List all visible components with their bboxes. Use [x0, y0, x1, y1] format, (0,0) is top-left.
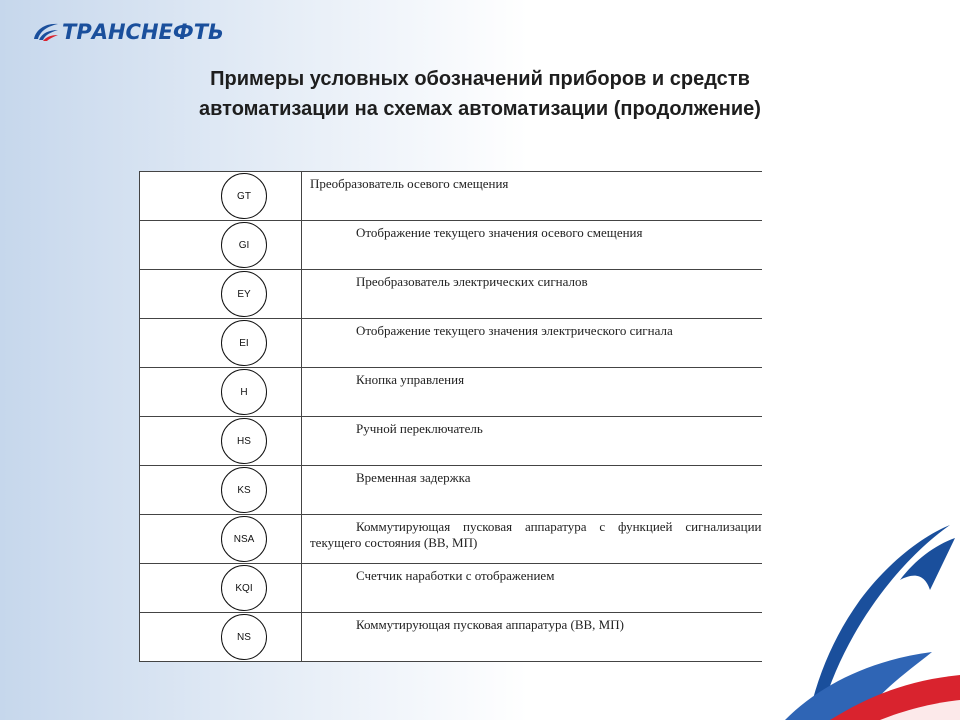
slide-title-line-2: автоматизации на схемах автоматизации (продолжение) [199, 98, 761, 120]
description-cell [302, 319, 762, 368]
symbol-cell [140, 172, 302, 221]
instrument-symbol: HS [221, 418, 267, 464]
instrument-symbol: GI [221, 222, 267, 268]
description-text: Счетчик наработки с отображением [356, 568, 555, 583]
table-row [140, 515, 762, 564]
brand-logo [30, 20, 224, 44]
description-cell [302, 172, 762, 221]
description-cell [302, 417, 762, 466]
table-row [140, 221, 762, 270]
symbol-cell [140, 270, 302, 319]
instrument-symbol: EY [221, 271, 267, 317]
symbol-cell [140, 466, 302, 515]
transneft-emblem-icon [30, 21, 60, 43]
table-row [140, 319, 762, 368]
instrument-symbol: GT [221, 173, 267, 219]
description-cell [302, 515, 762, 564]
description-text: Ручной переключатель [356, 421, 483, 436]
table-row [140, 564, 762, 613]
symbols-table [139, 171, 762, 662]
description-cell [302, 368, 762, 417]
symbol-cell [140, 368, 302, 417]
table-row [140, 466, 762, 515]
brand-name: ТРАНСНЕФТЬ [62, 20, 225, 44]
table-row [140, 613, 762, 662]
description-cell [302, 613, 762, 662]
description-text: Отображение текущего значения осевого смещения [356, 225, 643, 240]
slide-title [80, 64, 880, 124]
description-text: Временная задержка [356, 470, 471, 485]
description-text: Кнопка управления [356, 372, 465, 387]
description-text: Преобразователь осевого смещения [310, 176, 509, 191]
table-row [140, 172, 762, 221]
description-text: Коммутирующая пусковая аппаратура с функцией сигнализации текущего состояния (ВВ, МП) [310, 519, 762, 550]
symbols-table-body [140, 172, 762, 662]
description-cell [302, 270, 762, 319]
symbol-cell [140, 221, 302, 270]
instrument-symbol: KQI [221, 565, 267, 611]
description-text: Коммутирующая пусковая аппаратура (ВВ, МП) [356, 617, 624, 632]
description-text: Отображение текущего значения электрического сигнала [356, 323, 673, 338]
symbol-cell [140, 564, 302, 613]
slide-title-line-1: Примеры условных обозначений приборов и средств [210, 68, 750, 90]
brand-swoosh-graphic [750, 520, 960, 720]
symbol-cell [140, 515, 302, 564]
table-row [140, 270, 762, 319]
symbol-cell [140, 319, 302, 368]
instrument-symbol: NS [221, 614, 267, 660]
symbol-cell [140, 613, 302, 662]
instrument-symbol: KS [221, 467, 267, 513]
description-cell [302, 564, 762, 613]
symbol-cell [140, 417, 302, 466]
description-cell [302, 221, 762, 270]
instrument-symbol: NSA [221, 516, 267, 562]
description-text: Преобразователь электрических сигналов [356, 274, 588, 289]
description-cell [302, 466, 762, 515]
table-row [140, 368, 762, 417]
instrument-symbol: EI [221, 320, 267, 366]
instrument-symbol: H [221, 369, 267, 415]
table-row [140, 417, 762, 466]
